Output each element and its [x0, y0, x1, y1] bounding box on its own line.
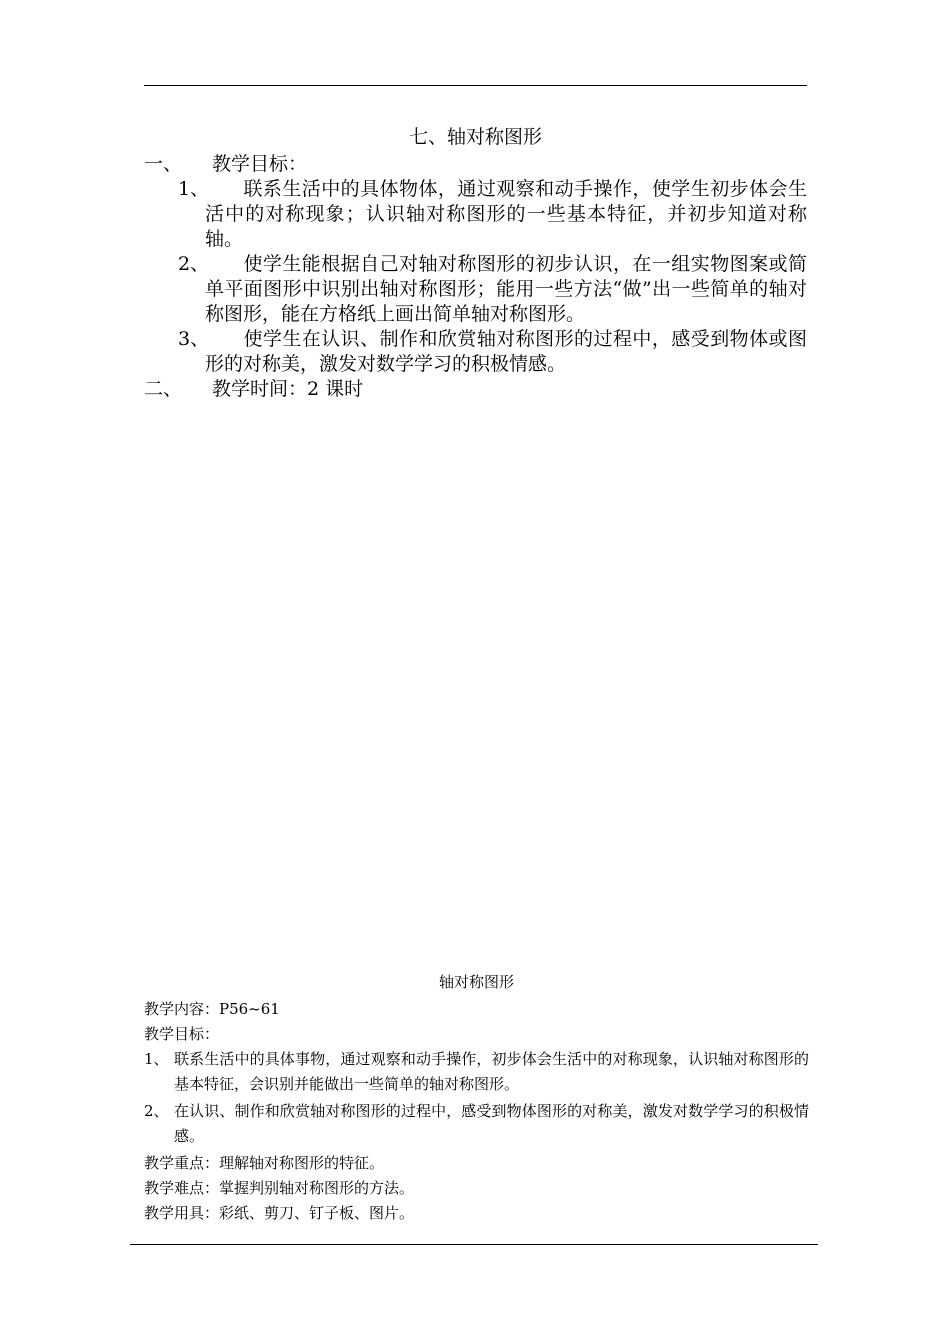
goal-number: 2、: [178, 253, 210, 275]
teaching-goals-label: 教学目标：: [144, 1025, 220, 1043]
heading-teaching-time: [144, 377, 807, 402]
goal-item: [144, 327, 807, 377]
teaching-content: 教学内容：P56~61: [144, 1000, 280, 1018]
goal-item: [144, 1047, 809, 1097]
heading-text: 教学时间：2 课时: [212, 378, 364, 400]
footer-rule: [130, 1244, 818, 1245]
goal-text: 联系生活中的具体事物，通过观察和动手操作，初步体会生活中的对称现象，认识轴对称图形的基本特征，会识别并能做出一些简单的轴对称图形。: [174, 1050, 809, 1093]
heading-number: 一、: [144, 153, 183, 175]
goal-number: 1、: [144, 1050, 169, 1068]
goal-number: 3、: [178, 328, 210, 350]
goal-text: 联系生活中的具体物体，通过观察和动手操作，使学生初步体会生活中的对称现象；认识轴对称图形的一些基本特征，并初步知道对称轴。: [205, 178, 807, 250]
heading-teaching-goals: [144, 152, 807, 177]
section-1: [144, 122, 807, 402]
goal-item: [144, 1099, 809, 1149]
section-2: [144, 970, 809, 1226]
section-2-title: 轴对称图形: [438, 973, 514, 991]
section-1-title: 七、轴对称图形: [408, 126, 542, 148]
goal-text: 在认识、制作和欣赏轴对称图形的过程中，感受到物体图形的对称美，激发对数学学习的积极情感。: [174, 1102, 809, 1145]
goal-text: 使学生在认识、制作和欣赏轴对称图形的过程中，感受到物体或图形的对称美，激发对数学学习的积极情感。: [205, 328, 807, 375]
goal-item: [144, 252, 807, 327]
teaching-tools: 教学用具：彩纸、剪刀、钉子板、图片。: [144, 1204, 415, 1222]
teaching-difficulty: 教学难点：掌握判别轴对称图形的方法。: [144, 1179, 415, 1197]
goal-number: 2、: [144, 1102, 169, 1120]
heading-text: 教学目标：: [212, 153, 308, 175]
heading-number: 二、: [144, 378, 183, 400]
header-rule: [144, 85, 807, 86]
goal-text: 使学生能根据自己对轴对称图形的初步认识，在一组实物图案或简单平面图形中识别出轴对称图形；能用一些方法“做”出一些简单的轴对称图形，能在方格纸上画出简单轴对称图形。: [205, 253, 807, 325]
teaching-key-point: 教学重点：理解轴对称图形的特征。: [144, 1154, 385, 1172]
goal-item: [144, 177, 807, 252]
goal-number: 1、: [178, 178, 210, 200]
